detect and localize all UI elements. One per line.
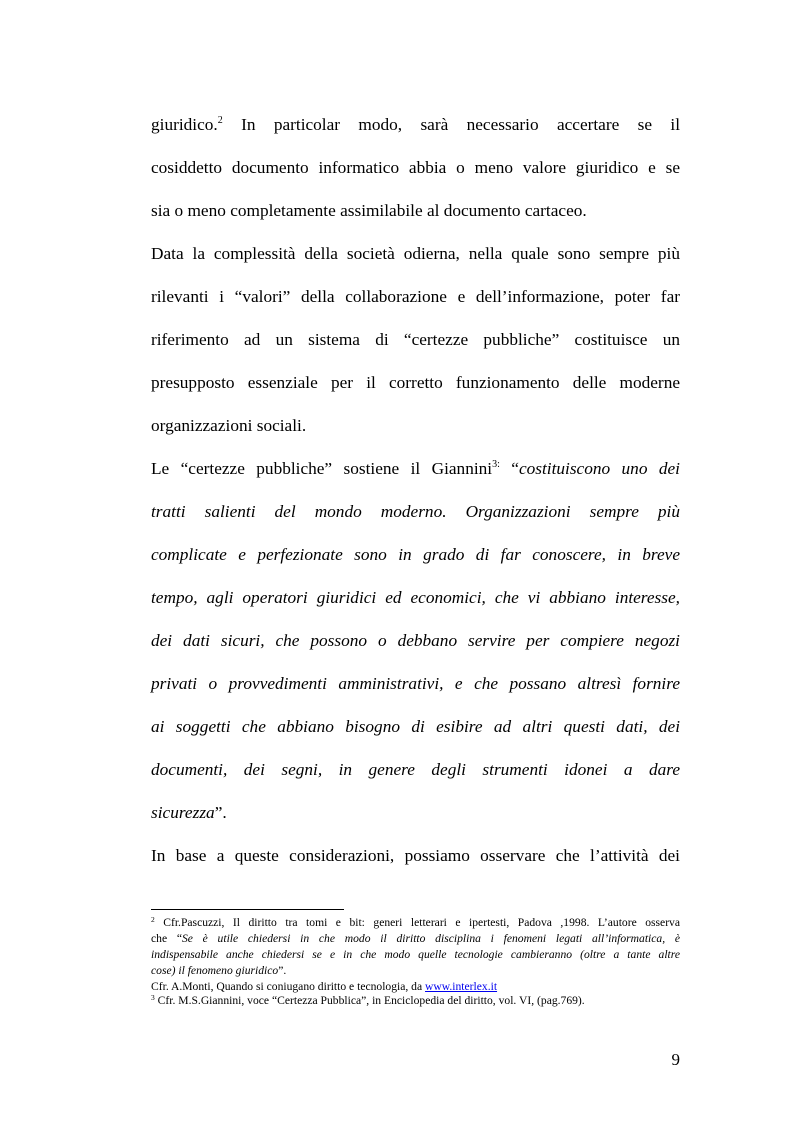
body-line: Data la complessità della società odierna, nella quale sono sempre più xyxy=(151,244,680,263)
footnote-separator xyxy=(151,909,344,910)
quote-line: tratti salienti del mondo moderno. Organizzazioni sempre più xyxy=(151,502,680,521)
quote-line: complicate e perfezionate sono in grado di far conoscere, in breve xyxy=(151,545,680,564)
body-line: giuridico.$^2$ In particolar modo, sarà necessario accertare se il xyxy=(151,115,680,134)
footnote-2: $^2$ Cfr.Pascuzzi, Il diritto tra tomi e bit: generi letterari e ipertesti, Padova ,1998. L’autore osserva xyxy=(151,915,680,929)
quote-line: ai soggetti che abbiano bisogno di esibire ad altri questi dati, dei xyxy=(151,717,680,736)
body-line: riferimento ad un sistema di “certezze pubbliche” costituisce un xyxy=(151,330,680,349)
interlex-link[interactable]: www.interlex.it xyxy=(425,980,498,993)
body-line: organizzazioni sociali. xyxy=(151,416,307,435)
footnote-3: $^3$ Cfr. M.S.Giannini, voce “Certezza Pubblica”, in Enciclopedia del diritto, vol. VI, (pag.769). xyxy=(151,993,585,1007)
body-line: Le “certezze pubbliche” sostiene il Giannini$^{3:}$ “costituiscono uno dei xyxy=(151,459,680,478)
body-line: cosiddetto documento informatico abbia o meno valore giuridico e se xyxy=(151,158,680,177)
body-line: In base a queste considerazioni, possiamo osservare che l’attività dei xyxy=(151,846,680,865)
quote-line: privati o provvedimenti amministrativi, e che possano altresì fornire xyxy=(151,674,680,693)
footnote-ref-2[interactable]: 2 xyxy=(217,115,223,126)
page-number: 9 xyxy=(671,1050,680,1069)
quote-line: dei dati sicuri, che possono o debbano servire per compiere negozi xyxy=(151,631,680,650)
footnote-2-line: indispensabile anche chiedersi se e in che modo quelle tecnologie cambieranno (oltre a tante altre xyxy=(151,948,680,961)
footnote-2-line: che “Se è utile chiedersi in che modo il diritto disciplina i fenomeni legati all’informatica, è xyxy=(151,932,680,945)
quote-line: documenti, dei segni, in genere degli strumenti idonei a dare xyxy=(151,760,680,779)
body-line: rilevanti i “valori” della collaborazione e dell’informazione, poter far xyxy=(151,287,680,306)
body-line: presupposto essenziale per il corretto funzionamento delle moderne xyxy=(151,373,680,392)
quote-line: sicurezza”. xyxy=(151,803,227,822)
footnote-2-line: cose) il fenomeno giuridico”. xyxy=(151,964,287,977)
body-line: sia o meno completamente assimilabile al documento cartaceo. xyxy=(151,201,587,220)
footnote-2-line: Cfr. A.Monti, Quando si coniugano diritto e tecnologia, da www.interlex.it xyxy=(151,980,498,993)
footnote-ref-3[interactable]: 3: xyxy=(492,459,500,470)
quote-line: tempo, agli operatori giuridici ed economici, che vi abbiano interesse, xyxy=(151,588,680,607)
